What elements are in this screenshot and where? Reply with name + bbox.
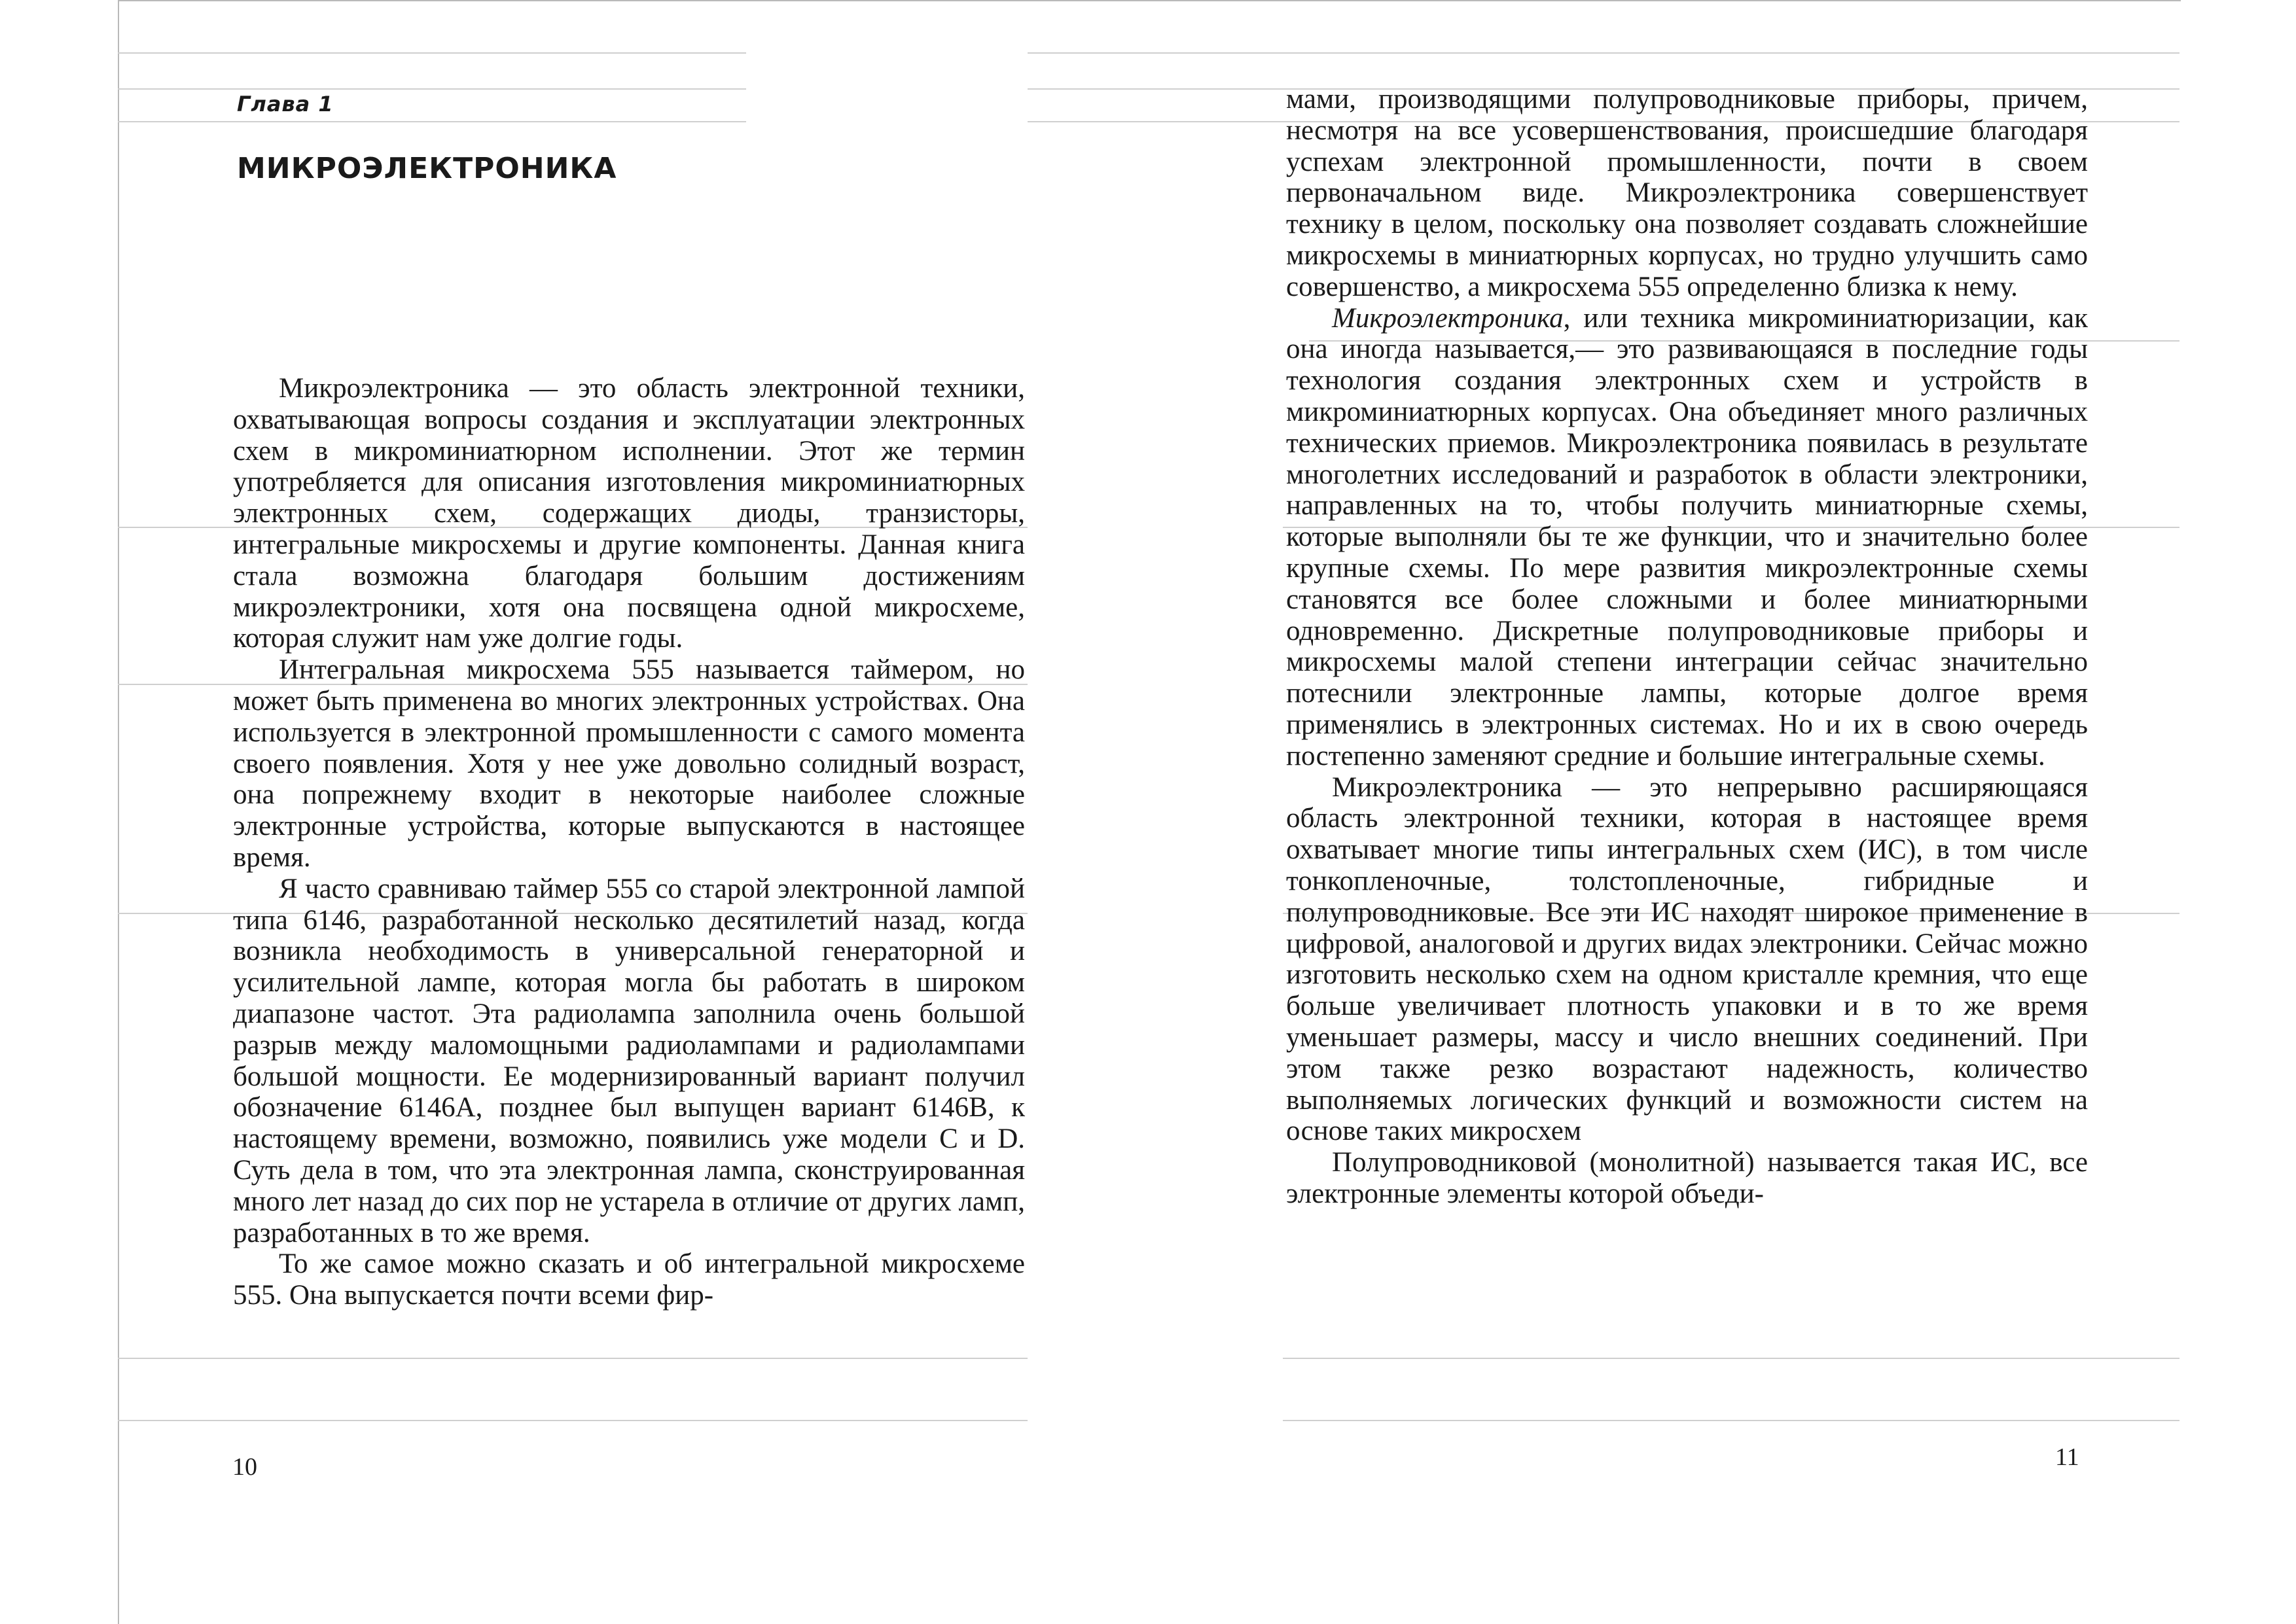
paragraph-continued: мами, производящими полупроводниковые приборы, причем, несмотря на все усовершенствования, происшедшие благодаря успехам электронной промышленности, почти в своем первоначальном виде. Микроэлектроника совершенствует технику в целом, поскольку она позволяет создавать сложнейшие микросхемы в миниатюрных корпусах, но трудно улучшить само совершенство, а микросхема 555 определенно близка к нему. xyxy=(1286,84,2088,302)
scan-rule xyxy=(1283,1358,2179,1359)
scan-rule xyxy=(1283,1420,2179,1421)
paragraph: Интегральная микросхема 555 называется таймером, но может быть применена во многих электронных устройствах. Она используется в электронной промышленности с самого момента своего появления. Хотя у нее уже довольно солидный возраст, она попрежнему входит в некоторые наиболее сложные электронные устройства, которые выпускаются в настоящее время. xyxy=(233,654,1025,873)
scan-rule xyxy=(118,52,746,54)
paragraph: Микроэлектроника — это непрерывно расширяющаяся область электронной техники, которая в настоящее время охватывает многие типы интегральных схем (ИС), в том числе тонкопленочные, толстопленочные, гибридные и полупроводниковые. Все эти ИС находят широкое применение в цифровой, аналоговой и других видах электроники. Сейчас можно изготовить несколько схем на одном кристалле кремния, что еще больше увеличивает плотность упаковки и в то же время уменьшает размеры, массу и число внешних соединений. При этом также резко возрастают надежность, количество выполняемых логических функций и возможности систем на основе таких микросхем xyxy=(1286,771,2088,1147)
page-number-left: 10 xyxy=(232,1453,257,1481)
right-page-text xyxy=(1286,84,2088,1210)
paragraph xyxy=(1286,303,2088,772)
paragraph: То же самое можно сказать и об интегральной микросхеме 555. Она выпускается почти всеми фир- xyxy=(233,1248,1025,1311)
left-page-text xyxy=(233,373,1025,1311)
paragraph: Полупроводниковой (монолитной) называется такая ИС, все электронные элементы которой объеди- xyxy=(1286,1147,2088,1209)
paragraph: Я часто сравниваю таймер 555 со старой электронной лампой типа 6146, разработанной несколько десятилетий назад, когда возникла необходимость в универсальной генераторной и усилительной лампе, которая могла бы работать в широком диапазоне частот. Эта радиолампа заполнила очень большой разрыв между маломощными радиолампами и радиолампами большой мощности. Ее модернизированный вариант получил обозначение 6146А, позднее был выпущен вариант 6146В, к настоящему времени, возможно, появились уже модели С и D. Суть дела в том, что эта электронная лампа, сконструированная много лет назад до сих пор не устарела в отличие от других ламп, разработанных в то же время. xyxy=(233,873,1025,1248)
chapter-label: Глава 1 xyxy=(237,92,334,116)
scan-rule xyxy=(1028,52,2179,54)
paragraph: Микроэлектроника — это область электронной техники, охватывающая вопросы создания и эксплуатации электронных схем в микроминиатюрном исполнении. Этот же термин употребляется для описания изготовления микроминиатюрных электронных схем, содержащих диоды, транзисторы, интегральные микросхемы и другие компоненты. Данная книга стала возможна благодаря большим достижениям микроэлектроники, хотя она посвящена одной микросхеме, которая служит нам уже долгие годы. xyxy=(233,373,1025,654)
scan-rule xyxy=(118,1420,1028,1421)
paragraph-rest: , или техника микроминиатюризации, как она иногда называется,— это развивающаяся в последние годы технология создания электронных схем и устройств в микроминиатюрных корпусах. Она объединяет много различных технических приемов. Микроэлектроника появилась в результате многолетних исследований и разработок в области электроники, направленных на то, чтобы получить миниатюрные схемы, которые выполняли бы те же функции, что и значительно более крупные схемы. По мере развития микроэлектронные схемы становятся все более сложными и более миниатюрными одновременно. Дискретные полупроводниковые приборы и микросхемы малой степени интеграции сейчас значительно потеснили электронные лампы, которые долгое время применялись в электронных системах. Но и их в свою очередь постепенно заменяют средние и большие интегральные схемы. xyxy=(1286,302,2088,771)
scan-rule xyxy=(118,1358,1028,1359)
chapter-title: МИКРОЭЛЕКТРОНИКА xyxy=(237,152,617,185)
page-number-right: 11 xyxy=(2055,1443,2079,1471)
scan-rule xyxy=(118,88,746,90)
italic-term: Микроэлектроника xyxy=(1332,302,1564,334)
scan-rule xyxy=(118,121,746,122)
